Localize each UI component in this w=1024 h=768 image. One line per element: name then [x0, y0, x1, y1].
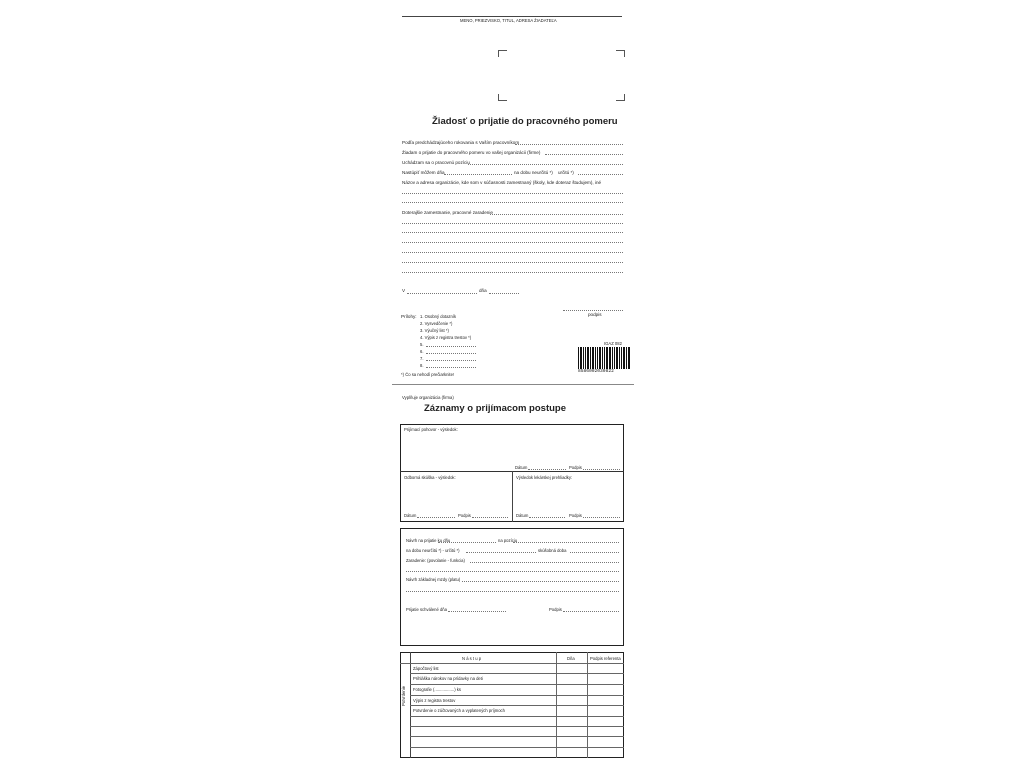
medical-sign-label: Podpis: [569, 513, 582, 518]
attachment-item: 2. Vysvedčenie *): [420, 321, 453, 326]
application-title: Žiadosť o prijatie do pracovného pomeru: [432, 116, 618, 127]
form-line-5: Názov a adresa organizácie, kde som v súčasnosti zamestnaný (školy, kde doteraz študujem), iné: [402, 180, 602, 185]
fill-line: [570, 552, 619, 553]
row-label: Potvrdenie o zúčtovaných a vyplatených príjmoch: [413, 708, 505, 713]
fill-line: [462, 581, 619, 582]
barcode: [578, 347, 631, 369]
proposal-box: [400, 528, 624, 646]
expert-date-label: Dátum: [404, 513, 417, 518]
attachment-item: 5.: [420, 342, 424, 347]
fill-line: [513, 542, 619, 543]
row-label: Výpis z registra trestov: [413, 698, 456, 703]
window-corner-tr: [616, 50, 625, 57]
attachment-item: 8.: [420, 363, 424, 368]
row-line: [410, 716, 624, 717]
applicant-line: [402, 16, 622, 17]
fill-line: [583, 469, 620, 470]
fill-line: [426, 367, 476, 368]
attachment-item: 1. Osobný dotazník: [420, 314, 457, 319]
salary-label: Návrh základnej mzdy (platu): [406, 577, 461, 582]
applicant-label: MENO, PRIEZVISKO, TITUL, ADRESA ŽIADATEĽA: [460, 18, 557, 23]
window-corner-bl: [498, 94, 507, 101]
trial-period-label: skúšobná doba: [538, 548, 567, 553]
fill-line: [444, 174, 512, 175]
proposal-sign-label: Podpis: [549, 607, 562, 612]
fill-line: [426, 360, 476, 361]
fill-line: [402, 242, 623, 243]
row-line: [410, 695, 624, 696]
fill-line: [402, 272, 623, 273]
row-line: [410, 673, 624, 674]
attachment-item: 6.: [420, 349, 424, 354]
fill-line: [402, 223, 623, 224]
attachment-item: 7.: [420, 356, 424, 361]
fill-line: [563, 611, 619, 612]
box1-vertical-divider: [512, 471, 513, 522]
fill-line: [417, 517, 455, 518]
records-title: Záznamy o prijímacom postupe: [424, 403, 566, 414]
form-line-3: Uchádzam sa o pracovnú pozíciu: [402, 160, 470, 165]
duration-label: na dobu neurčitú *) - určitú *): [406, 548, 460, 553]
attachment-item: 4. Výpis z registra trestov *): [420, 335, 472, 340]
fill-line: [578, 174, 623, 175]
fill-line: [426, 346, 476, 347]
fill-line: [470, 562, 619, 563]
definite-period: určitú *): [558, 170, 574, 175]
header-start: N á s t u p: [462, 656, 482, 661]
signature-line: [563, 310, 623, 311]
signature-label: podpis: [588, 312, 602, 317]
fill-line: [407, 293, 477, 294]
fill-line: [529, 517, 565, 518]
fill-line: [402, 252, 623, 253]
position-label: na pozíciu: [498, 538, 518, 543]
previous-employment-label: Doterajšie zamestnanie, pracovné zaradenie: [402, 210, 493, 215]
interview-label: Prijímací pohovor - výsledok:: [404, 427, 458, 432]
footnote: *) Čo sa nehodí prečiarknite!: [401, 372, 455, 377]
org-label: Vyplňuje organizácia (firma): [402, 395, 454, 400]
fill-line: [545, 154, 623, 155]
sheet-separator: [392, 384, 634, 385]
fill-line: [515, 144, 623, 145]
expert-exam-label: Odborná skúška - výsledok:: [404, 475, 456, 480]
row-label: Zápočtový list: [413, 666, 439, 671]
fill-line: [402, 232, 623, 233]
indefinite-period: na dobu neurčitú *): [514, 170, 553, 175]
fill-line: [406, 571, 619, 572]
proposal-label: Návrh na prijatie ku dňu: [406, 538, 451, 543]
window-corner-br: [616, 94, 625, 101]
place-label: V: [402, 288, 406, 293]
fill-line: [406, 591, 619, 592]
row-line: [410, 747, 624, 748]
product-code: IGAZ 082: [604, 341, 622, 346]
attachment-item: 3. Výučný list *): [420, 328, 449, 333]
row-line: [410, 726, 624, 727]
row-line: [410, 736, 624, 737]
fill-line: [426, 353, 476, 354]
header-signature: Podpis referenta: [590, 656, 621, 661]
fill-line: [468, 164, 623, 165]
interview-sign-label: Podpis: [569, 465, 582, 470]
row-line: [410, 705, 624, 706]
medical-date-label: Dátum: [516, 513, 529, 518]
form-line-1: Podľa predchádzajúceho rokovania s Vaším pracovníkom: [402, 140, 520, 145]
fill-line: [402, 262, 623, 263]
fill-line: [472, 517, 508, 518]
row-line: [410, 684, 624, 685]
fill-line: [528, 469, 566, 470]
header-date: Dňa: [567, 656, 575, 661]
fill-line: [490, 214, 623, 215]
fill-line: [402, 193, 623, 194]
form-line-4: Nastúpiť môžem dňa: [402, 170, 445, 175]
classification-label: Zaradenie: (povolanie - funkcia): [406, 558, 465, 563]
barcode-number: 8586002030822: [578, 369, 614, 374]
fill-line: [489, 293, 519, 294]
date-label: dňa: [479, 288, 487, 293]
form-line-2: Žiadam o prijatie do pracovného pomeru vo vašej organizácii (firme): [402, 150, 541, 155]
row-label: Prihláška nárokov na prídavky na deti: [413, 676, 483, 681]
fill-line: [438, 542, 496, 543]
fill-line: [402, 202, 623, 203]
table-header-line: [400, 663, 624, 664]
window-corner-tl: [498, 50, 507, 57]
interview-date-label: Dátum: [515, 465, 528, 470]
row-label: Fotografie (.................) ks: [413, 687, 461, 692]
approved-label: Prijatie schválené dňa: [406, 607, 447, 612]
fill-line: [448, 611, 506, 612]
medical-exam-label: Výsledok lekárskej prehliadky:: [516, 475, 573, 480]
fill-line: [583, 517, 620, 518]
confirmation-side-label: Potvrdenie: [401, 685, 406, 706]
attachments-label: Prílohy:: [401, 314, 417, 319]
fill-line: [466, 552, 536, 553]
expert-sign-label: Podpis: [458, 513, 471, 518]
